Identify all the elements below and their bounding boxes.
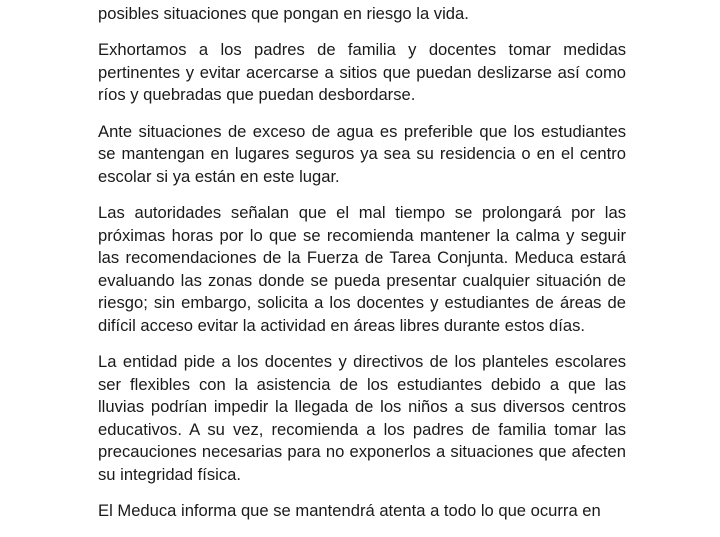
paragraph-flexibility: La entidad pide a los docentes y directivos de los planteles escolares ser flexibles con la asistencia de los estudiantes debido a que las lluvias podrían impedir la llegada de los niños a sus diversos centros educativos. A su vez, recomienda a los padres de familia tomar las precauciones necesarias para no exponerlos a situaciones que afecten su integridad física. — [98, 352, 626, 484]
paragraph-meduca-monitoring: El Meduca informa que se mantendrá atenta a todo lo que ocurra en — [98, 501, 601, 520]
paragraph-authorities: Las autoridades señalan que el mal tiempo se prolongará por las próximas horas por lo que se recomienda mantener la calma y seguir las recomendaciones de la Fuerza de Tarea Conjunta. Meduca estará evaluando las zonas donde se pueda presentar cualquier situación de riesgo; sin embargo, solicita a los docentes y estudiantes de áreas de difícil acceso evitar la actividad en áreas libres durante estos días. — [98, 203, 626, 335]
paragraph-excess-water: Ante situaciones de exceso de agua es preferible que los estudiantes se mantengan en lugares seguros ya sea su residencia o en el centro escolar si ya están en este lugar. — [98, 121, 626, 186]
paragraph-prevention-continued: posibles situaciones que pongan en riesgo la vida. — [98, 3, 469, 23]
paragraph-parents-teachers: Exhortamos a los padres de familia y docentes tomar medidas pertinentes y evitar acercarse a sitios que puedan deslizarse así como ríos y quebradas que puedan desbordarse. — [98, 40, 626, 104]
document-body — [98, 0, 626, 537]
